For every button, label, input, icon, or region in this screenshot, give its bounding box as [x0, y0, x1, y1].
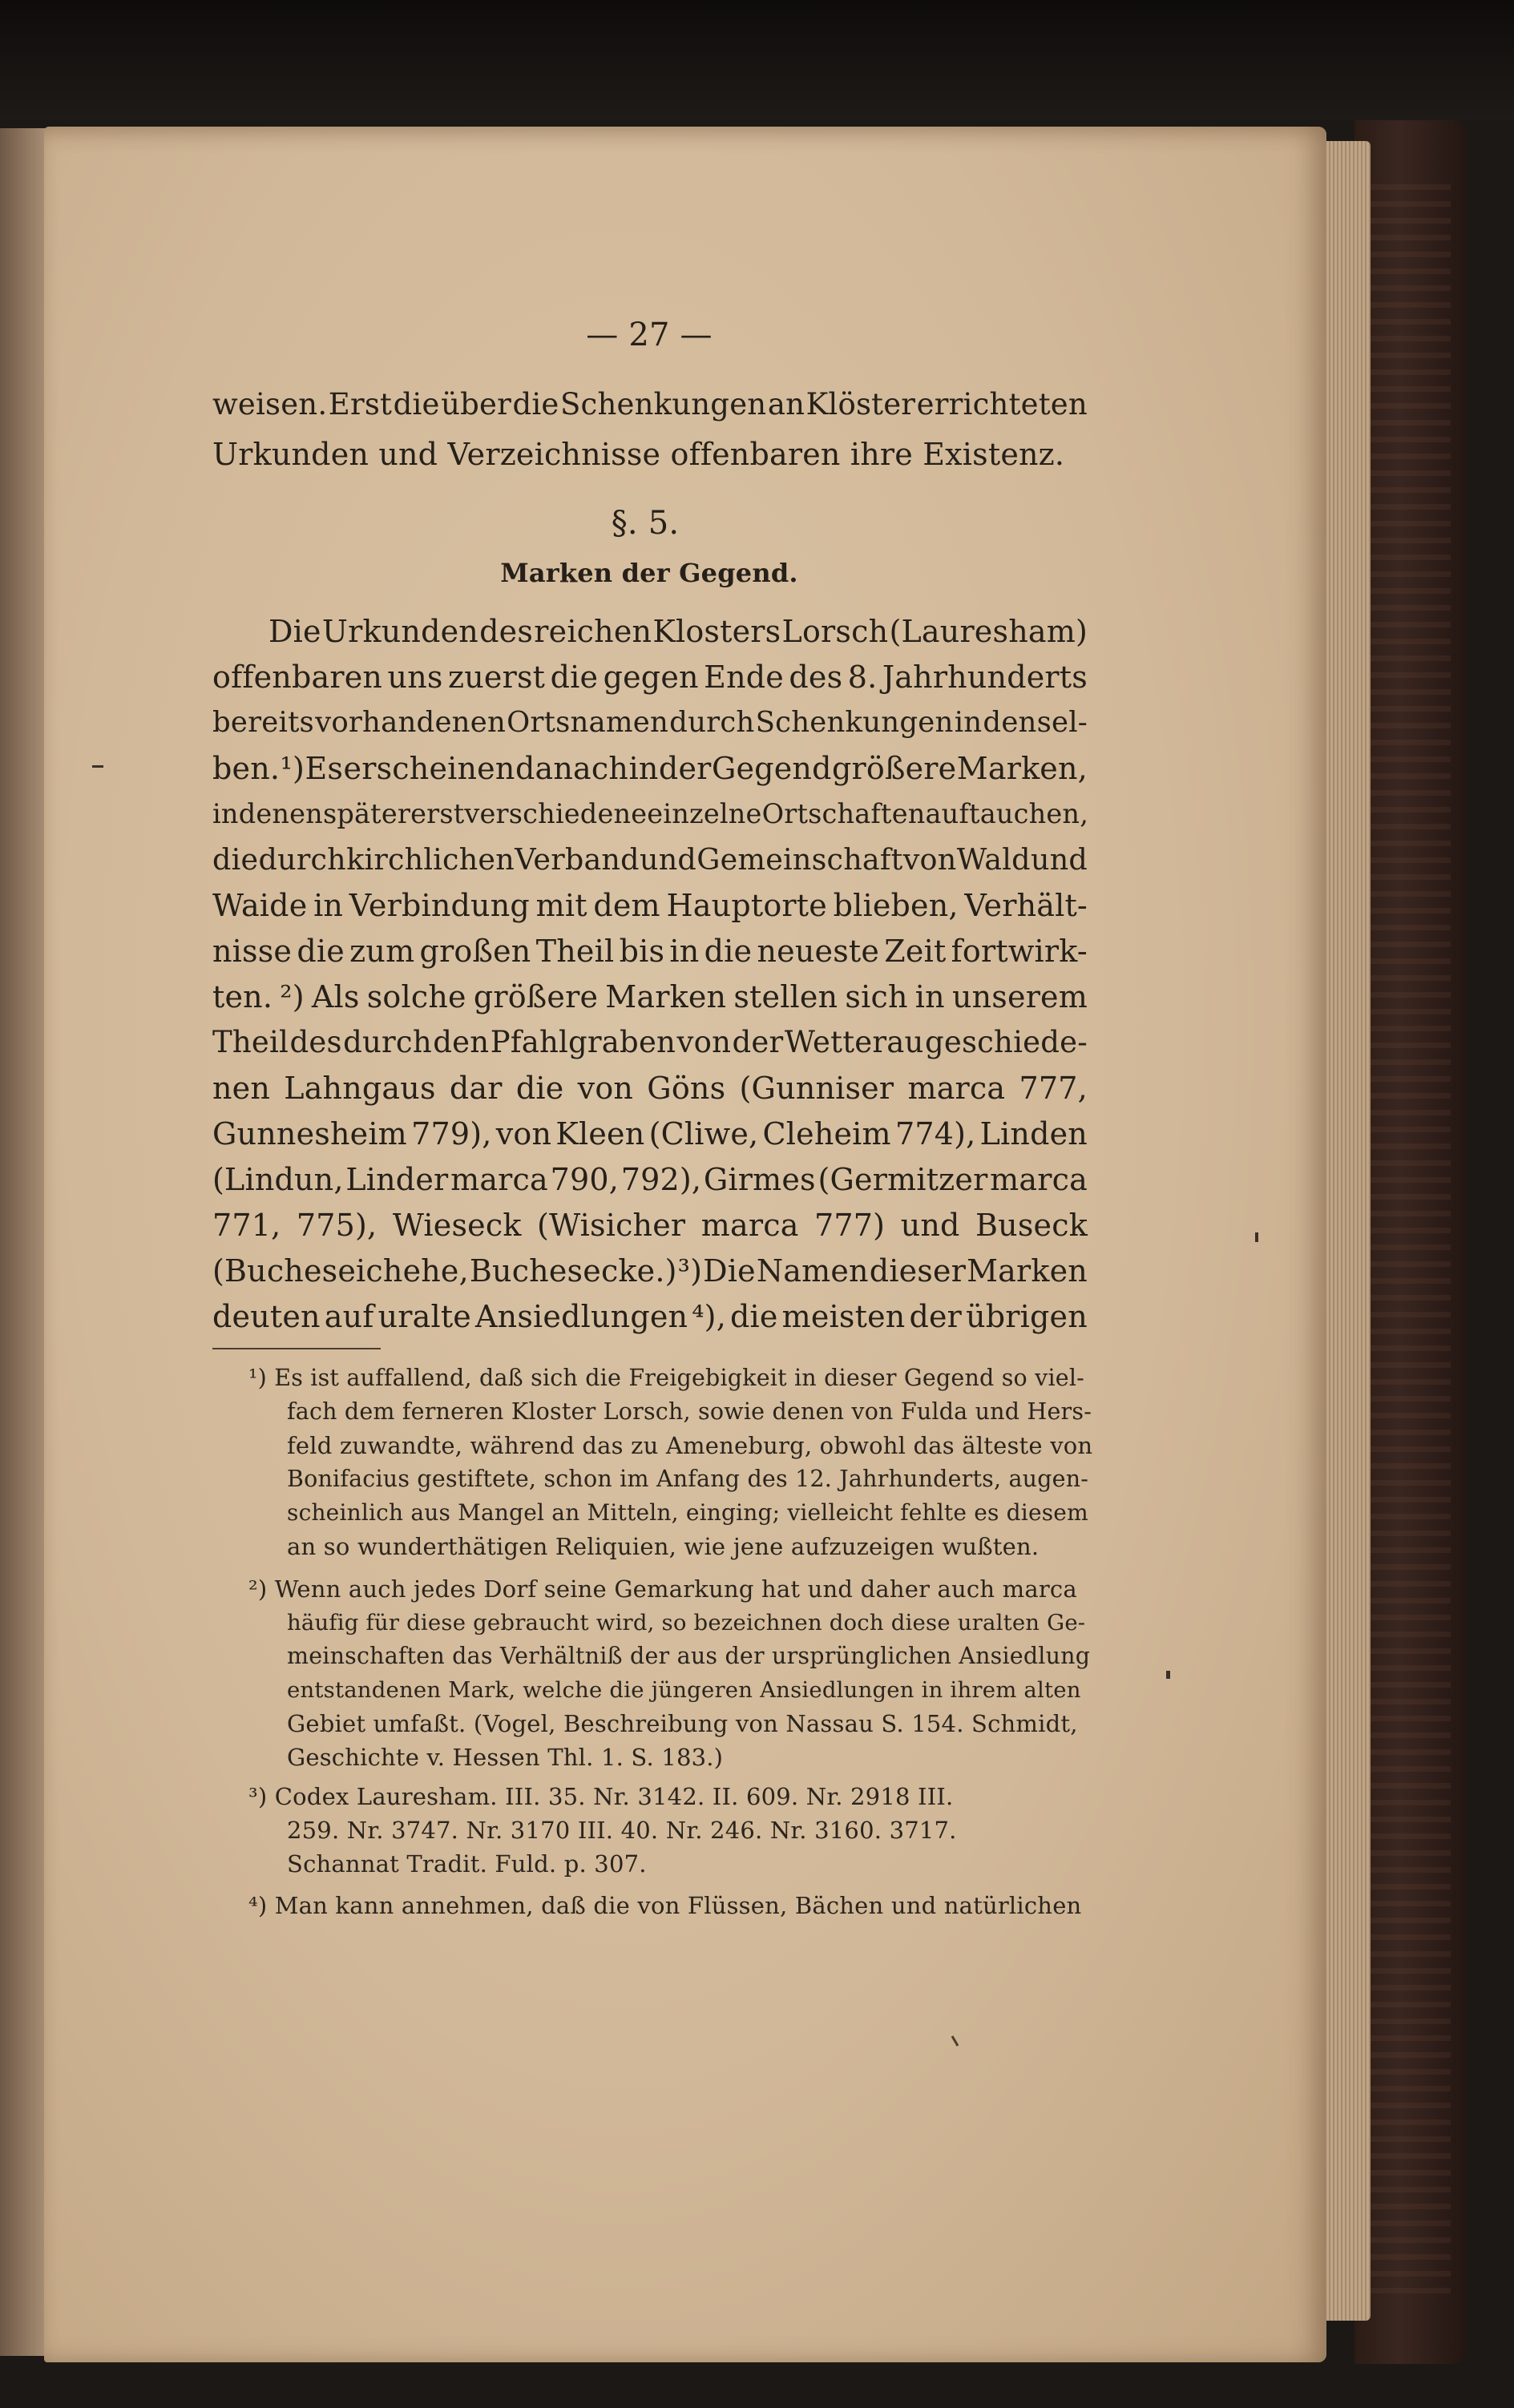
footnote-line: scheinlich aus Mangel an Mitteln, einging; vielleicht fehlte es diesem: [287, 1499, 1088, 1526]
footnote-line: Gebiet umfaßt. (Vogel, Beschreibung von Nassau S. 154. Schmidt,: [287, 1710, 1078, 1737]
body-line: deuten auf uralte Ansiedlungen ⁴), die meisten der übrigen: [212, 1299, 1088, 1334]
cover-texture: [1363, 184, 1451, 2300]
paper-mark: [92, 765, 103, 768]
body-line: nisse die zum großen Theil bis in die neueste Zeit fortwirk-: [212, 934, 1088, 969]
body-line: Theil des durch den Pfahlgraben von der Wetterau geschiede-: [212, 1025, 1088, 1059]
footnote-line: ²) Wenn auch jedes Dorf seine Gemarkung hat und daher auch marca: [248, 1575, 1077, 1603]
body-line: nen Lahngaus dar die von Göns (Gunniser marca 777,: [212, 1071, 1088, 1106]
body-line: ten. ²) Als solche größere Marken stellen sich in unserem: [212, 979, 1088, 1014]
body-line: bereits vorhandenen Ortsnamen durch Schenkungen in densel-: [212, 706, 1088, 739]
paper-mark: [1166, 1671, 1170, 1679]
section-title: Marken der Gegend.: [500, 558, 798, 588]
footnote-line: feld zuwandte, während das zu Ameneburg, obwohl das älteste von: [287, 1432, 1093, 1459]
footnote-divider: [212, 1348, 381, 1349]
body-line: weisen. Erst die über die Schenkungen an Klöster errichteten: [212, 387, 1088, 422]
footnote-line: an so wunderthätigen Reliquien, wie jene aufzuzeigen wußten.: [287, 1533, 1040, 1560]
body-line: Die Urkunden des reichen Klosters Lorsch (Lauresham): [268, 614, 1088, 649]
footnote-line: meinschaften das Verhältniß der aus der ursprünglichen Ansiedlung: [287, 1643, 1091, 1669]
body-line: in denen später erst verschiedene einzelne Ortschaften auftauchen,: [212, 798, 1089, 829]
footnote-line: Schannat Tradit. Fuld. p. 307.: [287, 1850, 647, 1878]
body-line: 771, 775), Wieseck (Wisicher marca 777) und Buseck: [212, 1208, 1088, 1243]
dark-background: [0, 0, 1514, 120]
body-line: offenbaren uns zuerst die gegen Ende des 8. Jahrhunderts: [212, 659, 1088, 695]
section-number: §. 5.: [611, 505, 680, 542]
footnote-line: entstandenen Mark, welche die jüngeren Ansiedlungen in ihrem alten: [287, 1677, 1081, 1703]
footnote-line: ³) Codex Lauresham. III. 35. Nr. 3142. II. 609. Nr. 2918 III.: [248, 1783, 954, 1810]
footnote-line: Geschichte v. Hessen Thl. 1. S. 183.): [287, 1744, 724, 1771]
body-line: ben. ¹) Es erscheinen danach in der Gegend größere Marken,: [212, 751, 1088, 786]
footnote-line: fach dem ferneren Kloster Lorsch, sowie denen von Fulda und Hers-: [287, 1398, 1092, 1425]
page-number: — 27 —: [586, 317, 713, 353]
footnote-line: häufig für diese gebraucht wird, so bezeichnen doch diese uralten Ge-: [287, 1610, 1086, 1636]
paper-mark: [1255, 1232, 1258, 1242]
body-line: Waide in Verbindung mit dem Hauptorte blieben, Verhält-: [212, 888, 1088, 923]
footnote-line: ¹) Es ist auffallend, daß sich die Freigebigkeit in dieser Gegend so viel-: [248, 1365, 1084, 1391]
footnote-line: 259. Nr. 3747. Nr. 3170 III. 40. Nr. 246. Nr. 3160. 3717.: [287, 1817, 957, 1844]
body-line: Urkunden und Verzeichnisse offenbaren ihre Existenz.: [212, 437, 1065, 472]
body-line: Gunnesheim 779), von Kleen (Cliwe, Cleheim 774), Linden: [212, 1116, 1088, 1152]
footnote-line: Bonifacius gestiftete, schon im Anfang des 12. Jahrhunderts, augen-: [287, 1466, 1089, 1492]
body-line: (Lindun, Linder marca 790, 792), Girmes (Germitzer marca: [212, 1162, 1088, 1197]
footnote-line: ⁴) Man kann annehmen, daß die von Flüssen, Bächen und natürlichen: [248, 1892, 1082, 1919]
body-line: (Bucheseichehe, Buchesecke.) ³) Die Namen dieser Marken: [212, 1253, 1088, 1289]
body-line: die durch kirchlichen Verband und Gemeinschaft von Wald und: [212, 842, 1088, 877]
